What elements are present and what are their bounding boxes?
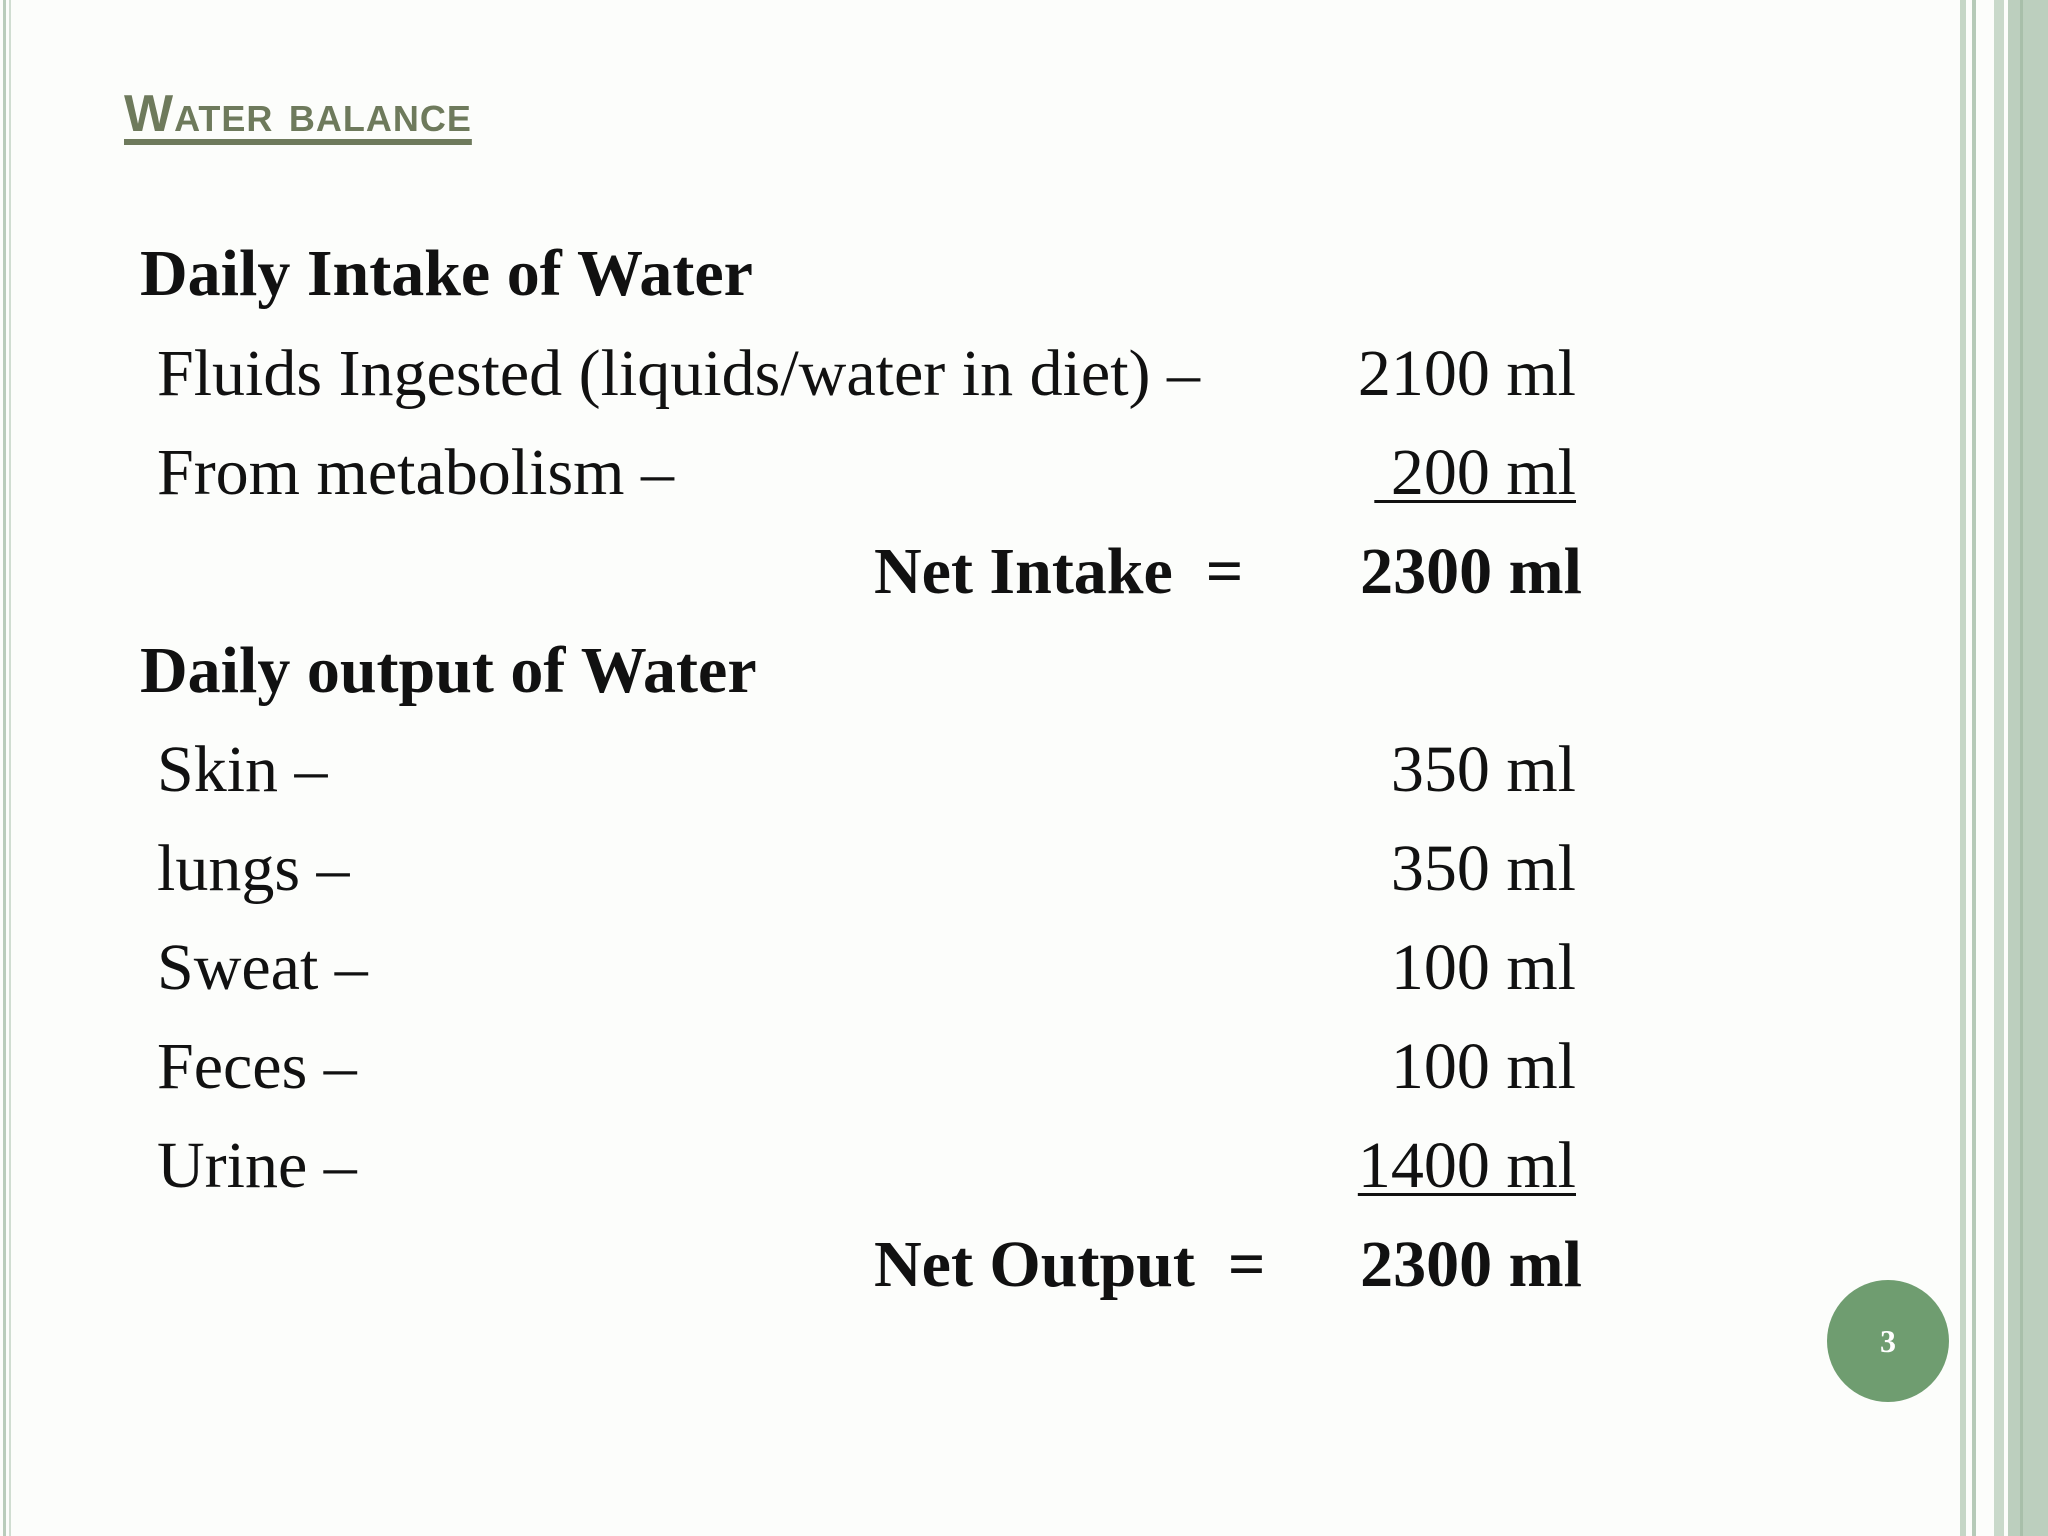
output-item-label: Skin –	[157, 733, 328, 806]
intake-item-label: From metabolism –	[157, 436, 674, 509]
output-item-value: 350 ml	[1390, 832, 1576, 905]
output-heading: Daily output of Water	[140, 634, 757, 707]
output-row	[0, 831, 2048, 911]
net-intake-label: Net Intake =	[874, 535, 1244, 608]
output-item-label: Feces –	[157, 1030, 357, 1103]
net-output-value: 2300 ml	[1360, 1228, 1582, 1301]
output-row	[0, 732, 2048, 812]
net-output-label: Net Output =	[874, 1228, 1266, 1301]
output-item-label: Sweat –	[157, 931, 368, 1004]
intake-heading: Daily Intake of Water	[140, 237, 753, 310]
intake-item-value: 2100 ml	[1357, 337, 1576, 410]
output-item-value: 350 ml	[1390, 733, 1576, 806]
intake-item-value: 200 ml	[1374, 436, 1576, 509]
net-intake-value: 2300 ml	[1360, 535, 1582, 608]
output-row	[0, 1029, 2048, 1109]
intake-item-label: Fluids Ingested (liquids/water in diet) –	[157, 337, 1201, 410]
output-item-label: Urine –	[157, 1129, 357, 1202]
output-total-row	[0, 1227, 2048, 1307]
output-item-value: 100 ml	[1390, 931, 1576, 1004]
intake-row	[0, 435, 2048, 515]
intake-row	[0, 336, 2048, 416]
slide-title: Water balance	[124, 85, 472, 143]
intake-total-row	[0, 534, 2048, 614]
output-item-value: 100 ml	[1390, 1030, 1576, 1103]
output-item-label: lungs –	[157, 832, 350, 905]
page-number-badge: 3	[1827, 1280, 1949, 1402]
output-row	[0, 1128, 2048, 1208]
output-row	[0, 930, 2048, 1010]
intake-heading-row	[0, 236, 2048, 316]
output-heading-row	[0, 633, 2048, 713]
output-item-value: 1400 ml	[1357, 1129, 1576, 1202]
